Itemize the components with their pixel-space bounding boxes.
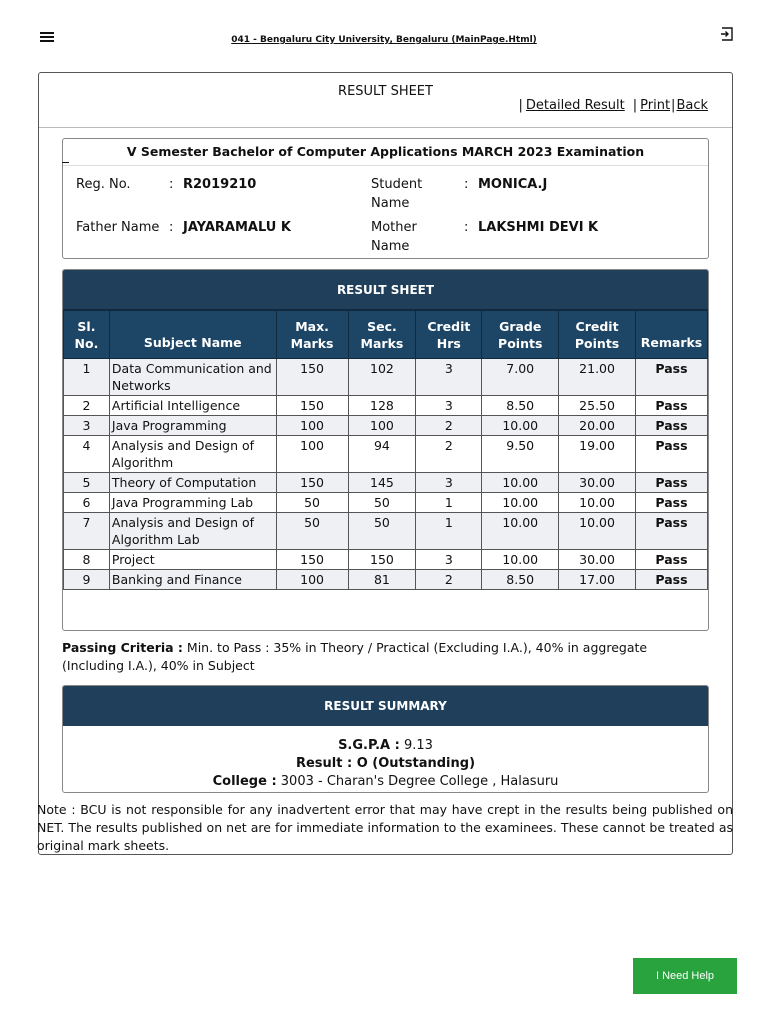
table-header-row — [64, 311, 708, 359]
college-label: College : — [212, 774, 277, 789]
column-header: Credit Hrs — [416, 311, 482, 359]
sec-marks-cell: 150 — [348, 550, 416, 570]
table-row — [64, 570, 708, 590]
passing-criteria-text: Min. to Pass : 35% in Theory / Practical (Excluding I.A.), 40% in aggregate (Including I.A.), 40% in Subject — [62, 640, 648, 673]
subject-name-cell: Project — [109, 550, 276, 570]
colon: : — [169, 220, 174, 235]
card-header — [39, 73, 732, 128]
sec-marks-cell: 102 — [348, 359, 416, 396]
max-marks-cell: 100 — [276, 436, 348, 473]
sec-marks-cell: 128 — [348, 396, 416, 416]
credit-points-cell: 19.00 — [559, 436, 636, 473]
subject-name-cell: Java Programming — [109, 416, 276, 436]
college-value: 3003 - Charan's Degree College , Halasuru — [276, 774, 559, 789]
father-name-value: JAYARAMALU K — [183, 220, 291, 235]
marks-table — [63, 310, 708, 590]
remarks-cell: Pass — [636, 416, 708, 436]
sec-marks-cell: 50 — [348, 493, 416, 513]
sl-no-cell: 6 — [64, 493, 110, 513]
result-sheet-table-box — [62, 269, 709, 631]
remarks-cell: Pass — [636, 550, 708, 570]
remarks-cell: Pass — [636, 473, 708, 493]
credit-hrs-cell: 1 — [416, 513, 482, 550]
table-row — [64, 473, 708, 493]
credit-points-cell: 25.50 — [559, 396, 636, 416]
page-title: RESULT SHEET — [338, 84, 433, 99]
max-marks-cell: 150 — [276, 359, 348, 396]
credit-hrs-cell: 2 — [416, 570, 482, 590]
table-row — [64, 513, 708, 550]
max-marks-cell: 50 — [276, 513, 348, 550]
subject-name-cell: Data Communication and Networks — [109, 359, 276, 396]
max-marks-cell: 100 — [276, 416, 348, 436]
mother-name-label: Mother Name — [371, 220, 417, 254]
max-marks-cell: 150 — [276, 473, 348, 493]
colon: : — [464, 177, 469, 192]
column-header: Sl. No. — [64, 311, 110, 359]
sl-no-cell: 4 — [64, 436, 110, 473]
result-card — [38, 72, 733, 855]
table-row — [64, 416, 708, 436]
remarks-cell: Pass — [636, 359, 708, 396]
exam-title: V Semester Bachelor of Computer Applications MARCH 2023 Examination — [126, 144, 645, 159]
need-help-button[interactable]: I Need Help — [633, 958, 737, 994]
table-row — [64, 396, 708, 416]
divider-tick — [62, 162, 69, 163]
sec-marks-cell: 100 — [348, 416, 416, 436]
credit-points-cell: 10.00 — [559, 513, 636, 550]
credit-hrs-cell: 2 — [416, 436, 482, 473]
colon: : — [169, 177, 174, 192]
divider — [63, 165, 708, 166]
table-row — [64, 550, 708, 570]
remarks-cell: Pass — [636, 570, 708, 590]
subject-name-cell: Artificial Intelligence — [109, 396, 276, 416]
result-summary-heading: RESULT SUMMARY — [63, 686, 708, 726]
student-name-value: MONICA.J — [478, 177, 548, 192]
credit-points-cell: 10.00 — [559, 493, 636, 513]
grade-points-cell: 8.50 — [482, 396, 559, 416]
column-header: Max. Marks — [276, 311, 348, 359]
credit-hrs-cell: 2 — [416, 416, 482, 436]
sl-no-cell: 7 — [64, 513, 110, 550]
credit-points-cell: 30.00 — [559, 550, 636, 570]
result-summary-box — [62, 685, 709, 793]
remarks-cell: Pass — [636, 493, 708, 513]
table-row — [64, 493, 708, 513]
print-link[interactable]: Print — [640, 98, 671, 113]
sec-marks-cell: 145 — [348, 473, 416, 493]
father-name-label: Father Name — [76, 220, 160, 235]
sgpa-line — [63, 737, 708, 755]
passing-criteria — [62, 639, 702, 675]
grade-points-cell: 7.00 — [482, 359, 559, 396]
sl-no-cell: 3 — [64, 416, 110, 436]
link-separator: | — [518, 98, 523, 113]
disclaimer-note: Note : BCU is not responsible for any inadvertent error that may have crept in the results being published on NET. The results published on net are for immediate information to the examinees. These cannot be treated as original mark sheets. — [37, 802, 733, 853]
sec-marks-cell: 81 — [348, 570, 416, 590]
max-marks-cell: 100 — [276, 570, 348, 590]
max-marks-cell: 150 — [276, 550, 348, 570]
sgpa-value: 9.13 — [399, 738, 433, 753]
colon: : — [464, 220, 469, 235]
sec-marks-cell: 50 — [348, 513, 416, 550]
table-row — [64, 359, 708, 396]
subject-name-cell: Analysis and Design of Algorithm — [109, 436, 276, 473]
sgpa-label: S.G.P.A : — [338, 738, 400, 753]
university-title[interactable]: 041 - Bengaluru City University, Bengaluru (MainPage.Html) — [231, 35, 537, 45]
top-bar — [0, 0, 768, 70]
student-info-box — [62, 138, 709, 259]
sl-no-cell: 5 — [64, 473, 110, 493]
max-marks-cell: 50 — [276, 493, 348, 513]
detailed-result-link[interactable]: Detailed Result — [525, 98, 625, 113]
credit-points-cell: 30.00 — [559, 473, 636, 493]
sl-no-cell: 9 — [64, 570, 110, 590]
credit-hrs-cell: 3 — [416, 473, 482, 493]
passing-criteria-label: Passing Criteria : — [62, 640, 183, 655]
column-header: Subject Name — [109, 311, 276, 359]
reg-no-label: Reg. No. — [76, 177, 131, 192]
grade-points-cell: 10.00 — [482, 493, 559, 513]
credit-hrs-cell: 3 — [416, 359, 482, 396]
grade-points-cell: 10.00 — [482, 550, 559, 570]
header-links — [516, 98, 709, 113]
column-header: Sec. Marks — [348, 311, 416, 359]
marks-table-body — [64, 359, 708, 590]
back-link[interactable]: Back — [676, 98, 708, 113]
column-header: Grade Points — [482, 311, 559, 359]
grade-points-cell: 10.00 — [482, 416, 559, 436]
student-name-label: Student Name — [371, 177, 423, 211]
column-header: Remarks — [636, 311, 708, 359]
result-label: Result : — [295, 756, 353, 771]
credit-hrs-cell: 3 — [416, 550, 482, 570]
result-value: O (Outstanding) — [352, 756, 476, 771]
sl-no-cell: 2 — [64, 396, 110, 416]
credit-points-cell: 17.00 — [559, 570, 636, 590]
grade-points-cell: 10.00 — [482, 513, 559, 550]
result-sheet-heading: RESULT SHEET — [63, 270, 708, 310]
mother-name-value: LAKSHMI DEVI K — [478, 220, 599, 235]
college-line — [63, 773, 708, 791]
subject-name-cell: Banking and Finance — [109, 570, 276, 590]
reg-no-value: R2019210 — [183, 177, 257, 192]
credit-points-cell: 21.00 — [559, 359, 636, 396]
subject-name-cell: Java Programming Lab — [109, 493, 276, 513]
result-line — [63, 755, 708, 773]
logout-icon[interactable] — [720, 27, 734, 41]
grade-points-cell: 10.00 — [482, 473, 559, 493]
subject-name-cell: Theory of Computation — [109, 473, 276, 493]
credit-hrs-cell: 3 — [416, 396, 482, 416]
column-header: Credit Points — [559, 311, 636, 359]
subject-name-cell: Analysis and Design of Algorithm Lab — [109, 513, 276, 550]
credit-points-cell: 20.00 — [559, 416, 636, 436]
table-row — [64, 436, 708, 473]
remarks-cell: Pass — [636, 436, 708, 473]
link-separator: | — [671, 98, 676, 113]
grade-points-cell: 9.50 — [482, 436, 559, 473]
remarks-cell: Pass — [636, 396, 708, 416]
max-marks-cell: 150 — [276, 396, 348, 416]
link-separator: | — [632, 98, 638, 113]
remarks-cell: Pass — [636, 513, 708, 550]
grade-points-cell: 8.50 — [482, 570, 559, 590]
sl-no-cell: 8 — [64, 550, 110, 570]
credit-hrs-cell: 1 — [416, 493, 482, 513]
sec-marks-cell: 94 — [348, 436, 416, 473]
sl-no-cell: 1 — [64, 359, 110, 396]
